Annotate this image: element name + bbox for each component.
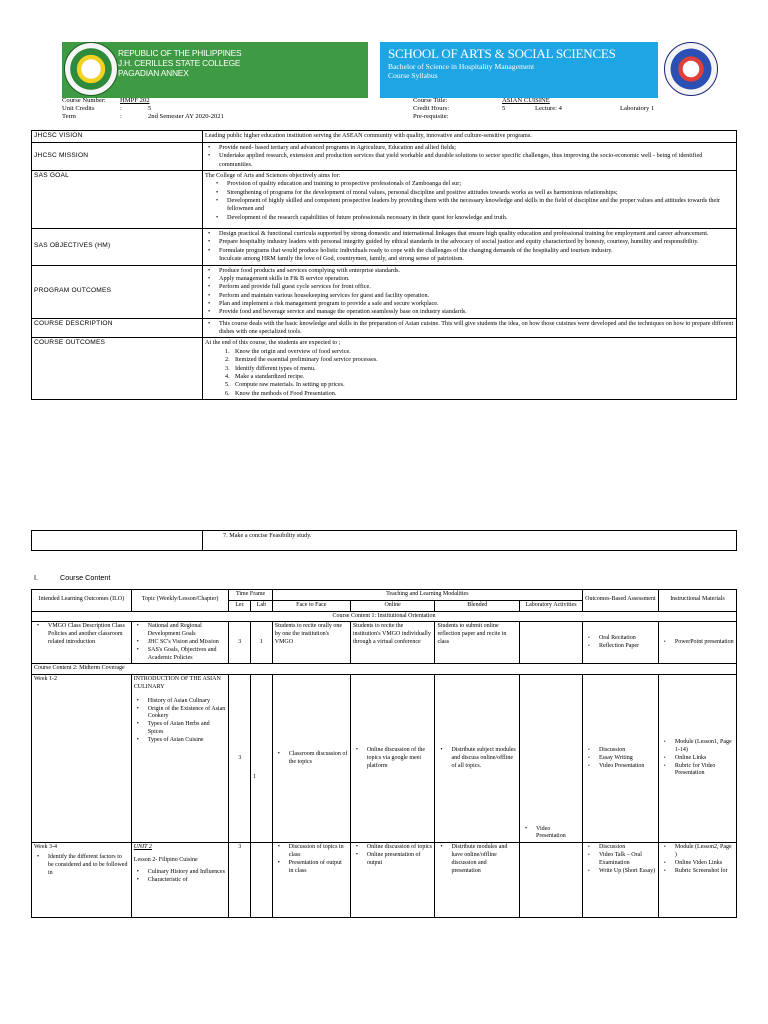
sas-goal-row [32, 170, 737, 228]
section-number: I. [34, 573, 38, 582]
f2f-item: • Presentation of output in class [275, 860, 348, 876]
course-outcome-item: 3. Identify different types of menu. [225, 364, 316, 372]
sas-objective-item: • Formulate programs that would produce holistic individuals ready to cope with the challenges of the changing demands of the hospitality and tourism industry. [205, 247, 734, 255]
program-outcome-item: • Plan and implement a risk management program to provide a safe and secure workplace. [205, 300, 734, 308]
term-text: Semester AY 2020-2021 [159, 113, 224, 120]
course-outcome-item: 6. Know the methods of Food Presentation. [225, 389, 337, 397]
online-text: Students to recite the institution's VMGO individually through a virtual conference [350, 622, 435, 664]
cc2-title-row [32, 664, 737, 675]
ilo-text: • VMGO Class Description Class Policies and another classroom related introduction [34, 623, 129, 646]
term-colon: : [120, 113, 122, 120]
material-item: • Rubric Screenshot for [661, 868, 734, 876]
topic-item: • Types of Asian Herbs and Spices [134, 721, 227, 737]
lab-hours: 1 [251, 675, 273, 843]
section-heading [34, 573, 132, 583]
col-blended: Blended [435, 600, 520, 611]
course-outcomes-intro: At the end of this course, the students are expected to ; [205, 339, 341, 347]
course-outcome-item: 7. Make a concise Feasibility study. [203, 531, 737, 551]
lecture-hours: Lecture: 4 [535, 105, 562, 112]
course-outcomes-label: COURSE OUTCOMES [32, 338, 203, 400]
topic-item: • History of Asian Culinary [134, 698, 227, 706]
col-lec: Lec [229, 600, 251, 611]
assessment-item: • Oral Recitation [585, 635, 656, 643]
program-outcomes-label: PROGRAM OUTCOMES [32, 265, 203, 318]
course-description-row [32, 318, 737, 338]
online-item: • Online presentation of output [353, 852, 433, 868]
col-face-to-face: Face to Face [272, 600, 350, 611]
sas-goal-intro: The College of Arts and Sciences objectively aims for: [205, 171, 341, 179]
material-item: • Module (Lesson1, Page 1-14) [661, 739, 734, 755]
unit-credits-value: 5 [148, 105, 152, 112]
course-outcome-item: 1. Know the origin and overview of food service. [225, 347, 351, 355]
section-title: Course Content [60, 573, 111, 582]
sas-goal-item: • Development of the research capabilities of future professionals necessary in their quest for knowledge and truth. [205, 214, 734, 222]
course-outcome-item: 5. Compute raw materials. In setting up prices. [225, 381, 345, 389]
blended-item: • Distribute subject modules and discuss online/offline of all topics. [437, 747, 517, 770]
col-modalities: Teaching and Learning Modalities [272, 590, 582, 601]
sas-objective-extra: Inculcate among HRM family the love of God, countrymen, family, and strong sense of patriotism. [219, 255, 464, 263]
table-row [32, 843, 737, 918]
cc1-title: Course Content 1: Institutional Orientation [32, 611, 737, 622]
topic-item: • SAS's Goals, Objectives and Academic Policies [134, 647, 227, 663]
course-title-label: Course Title: [413, 97, 448, 104]
assessment-item: • Video Presentation [585, 763, 656, 771]
material-item: • PowerPoint presentation [661, 639, 734, 647]
topic-title: INTRODUCTION OF THE ASIAN CULINARY [133, 676, 221, 690]
document-type: Course Syllabus [388, 71, 438, 80]
vision-text: Leading public higher education institution serving the ASEAN community with quality, innovative and culture-sensitive programs. [203, 131, 737, 143]
school-title: SCHOOL OF ARTS & SOCIAL SCIENCES [388, 46, 616, 61]
table-row [32, 622, 737, 664]
assessment-item: • Discussion [585, 844, 656, 852]
college-seal-logo [64, 42, 118, 96]
topic-item: • Characteristic of [134, 877, 227, 885]
f2f-item: • Discussion of topics in class [275, 844, 348, 860]
mission-item: • Provide need- based tertiary and advanced programs in Agriculture, Education and allied fields; [205, 144, 734, 152]
col-time-frame: Time Frame [229, 590, 272, 601]
vision-row [32, 131, 737, 143]
ilo-text: • Identify the different factors to be considered and to be followed in [34, 854, 129, 877]
cc1-title-row [32, 611, 737, 622]
f2f-item: • Classroom discussion of the topics [275, 751, 348, 767]
term-label: Term [62, 113, 76, 120]
laboratory-hours: Laboratory 1 [620, 105, 655, 112]
topic-lesson: Lesson 2- Filipino Cuisine [133, 856, 198, 863]
col-topic: Topic (Weekly/Lesson/Chapter) [131, 590, 229, 612]
assessment-item: • Write Up (Short Essay) [585, 868, 656, 876]
course-content-table [31, 589, 737, 918]
col-materials: Instructional Materials [658, 590, 736, 612]
course-number-label: Course Number: [62, 97, 106, 104]
sas-goal-label: SAS GOAL [32, 170, 203, 228]
week-label: Week 3-4 [34, 844, 58, 851]
assessment-item: • Video Talk – Oral Examination [585, 852, 656, 868]
program-outcome-item: • Provide food and beverage service and manage the operation seamlessly base on industry standards. [205, 308, 734, 316]
col-assessment: Outcomes-Based Assessment [582, 590, 658, 612]
online-item: • Online discussion of the topics via google meet platform [353, 747, 433, 770]
school-seal-logo [664, 42, 718, 96]
lec-hours: 3 [229, 622, 251, 664]
sas-goal-item: • Provision of quality education and training to prospective professionals of Zamboanga del sur; [205, 180, 734, 188]
course-outcomes-row [32, 338, 737, 400]
material-item: • Rubric for Video Presentation [661, 763, 734, 779]
unit-credits-colon: : [120, 105, 122, 112]
sas-objectives-label: SAS OBJECTIVES (HM) [32, 229, 203, 265]
program-outcome-item: • Apply management skills in F& B service operation. [205, 275, 734, 283]
f2f-text: Students to recite orally one by one the institution's VMGO [272, 622, 350, 664]
vision-label: JHCSC VISION [32, 131, 203, 143]
lec-hours: 3 [229, 843, 251, 918]
material-item: • Online Links [661, 755, 734, 763]
assessment-item: • Discussion [585, 747, 656, 755]
lab-activity-item: • Video Presentation [522, 826, 580, 842]
credit-hours-label: Credit Hours: [413, 105, 450, 112]
mission-label: JHCSC MISSION [32, 142, 203, 170]
col-lab-activities: Laboratory Activities [520, 600, 583, 611]
header-annex: PAGADIAN ANNEX [118, 68, 189, 78]
sas-goal-item: • Development of highly skilled and competent prospective leaders by providing them with the necessary knowledge and skills in the field of discipline and the proper values and attitudes towards their fellowmen and [205, 197, 734, 214]
mission-item: • Undertake applied research, extension and production services that yield workable and durable solutions to sector specific challenges, thus improving the socio-economic well - being of identified communities. [205, 152, 734, 169]
term-value [148, 113, 224, 122]
topic-item: • National and Regional Development Goals [134, 623, 227, 639]
term-ordinal: 2nd [148, 113, 158, 120]
topic-item: • Origin of the Existence of Asian Cookery [134, 706, 227, 722]
program-outcomes-row [32, 265, 737, 318]
topic-item: • JHC SC's Vision and Mission [134, 639, 227, 647]
material-item: • Online Video Links [661, 860, 734, 868]
col-lab: Lab [251, 600, 273, 611]
program-outcome-item: • Produce food products and services complying with enterprise standards. [205, 267, 734, 275]
material-item: • Module (Lesson2, Page ) [661, 844, 734, 860]
sas-objectives-row [32, 229, 737, 265]
course-title-value: ASIAN CUISINE [502, 97, 550, 104]
program-name: Bachelor of Science in Hospitality Management [388, 62, 535, 71]
cc2-title: Course Content 2: Midterm Coverage [32, 664, 737, 675]
course-number-value: HMPF 202 [120, 97, 150, 104]
cc-header-row [32, 590, 737, 601]
credit-hours-value: 5 [502, 105, 506, 112]
sas-goal-item: • Strengthening of programs for the development of moral values, personal discipline and positive attitudes towards works as well as harmonious relationships; [205, 189, 734, 197]
sas-objective-item: • Design practical & functional curricula supported by strong domestic and international linkages that ensure high quality education and professional training for employment and career advancement. [205, 230, 734, 238]
col-online: Online [350, 600, 435, 611]
lec-hours: 3 [229, 675, 251, 843]
prerequisite-label: Pre-requisite: [413, 113, 449, 120]
online-item: • Online discussion of topics [353, 844, 433, 852]
course-description-text: • This course deals with the basic knowledge and skills in the preparation of Asian cuisine. This will give students the idea, on how those cuisines were developed and the techniques on how to prepare different dishes with one specialized tools. [205, 320, 734, 337]
syllabus-info-table [31, 130, 737, 400]
course-outcome-item: 2. Itemized the essential preliminary food service processes. [225, 356, 378, 364]
topic-unit: UNIT 2 [133, 844, 152, 851]
lab-hours: 1 [251, 622, 273, 664]
program-outcome-item: • Perform and provide full guest cycle services for front office. [205, 283, 734, 291]
blended-text: Students to submit online reflection paper and recite in class [435, 622, 520, 664]
course-description-label: COURSE DESCRIPTION [32, 318, 203, 338]
mission-row [32, 142, 737, 170]
topic-item: • Culinary History and Influences [134, 869, 227, 877]
week-label: Week 1-2 [32, 675, 132, 843]
course-outcome-item: 4. Make a standardized recipe. [225, 372, 305, 380]
blended-item: • Distribute modules and have online/offline discussion and presentation [437, 844, 517, 875]
header-college: J.H. CERILLES STATE COLLEGE [118, 58, 241, 68]
unit-credits-label: Unit Credits [62, 105, 95, 112]
table-row [32, 675, 737, 843]
course-outcomes-continued [31, 530, 737, 551]
sas-objective-item: • Prepare hospitality industry leaders with personal integrity guided by ethical standards in the advocacy of social justice and equity characterized by honesty, courtesy, humility and responsibility. [205, 238, 734, 246]
assessment-item: • Essay Writing [585, 755, 656, 763]
header-right-banner [380, 42, 658, 98]
header-republic: REPUBLIC OF THE PHILIPPINES [118, 48, 242, 58]
program-outcome-item: • Perform and maintain various housekeeping services for guest and facility operation. [205, 292, 734, 300]
assessment-item: • Reflection Paper [585, 643, 656, 651]
topic-item: • Types of Asian Cuisine [134, 737, 227, 745]
col-ilo: Intended Learning Outcomes (ILO) [32, 590, 132, 612]
